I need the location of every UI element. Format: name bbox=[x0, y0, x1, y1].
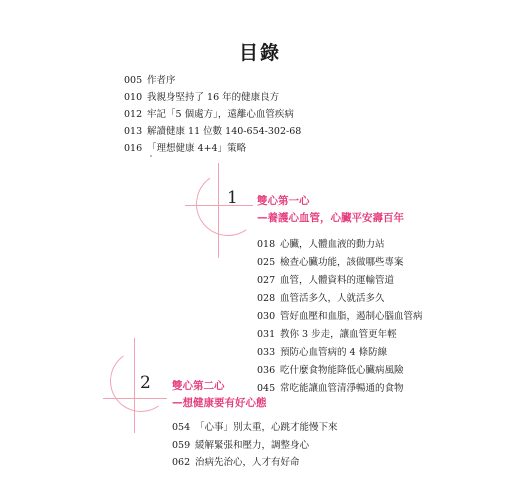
chapter-1-list bbox=[257, 236, 423, 398]
page-number: 013 bbox=[124, 126, 143, 137]
page-number: 028 bbox=[257, 293, 276, 304]
page-number: 033 bbox=[257, 347, 276, 358]
entry-title: 吃什麼食物能降低心臟病風險 bbox=[280, 365, 404, 376]
page-number: 018 bbox=[257, 239, 276, 250]
page-number: 031 bbox=[257, 329, 276, 340]
chapter-2-list bbox=[172, 419, 338, 472]
list-item[interactable] bbox=[257, 308, 423, 326]
entry-title: 常吃能讓血管清淨暢通的食物 bbox=[280, 383, 404, 394]
page-number: 059 bbox=[172, 439, 191, 451]
list-item[interactable] bbox=[172, 419, 338, 437]
entry-title: 緩解緊張和壓力，調整身心 bbox=[195, 439, 310, 451]
list-item[interactable] bbox=[257, 236, 423, 254]
page-number: 045 bbox=[257, 383, 276, 394]
entry-title: 血管活多久，人就活多久 bbox=[280, 293, 385, 304]
page-number: 030 bbox=[257, 311, 276, 322]
speck-mark bbox=[150, 155, 152, 157]
page-number: 027 bbox=[257, 275, 276, 286]
page-number: 010 bbox=[124, 92, 143, 103]
chapter-number: 2 bbox=[140, 373, 151, 393]
chapter-number: 1 bbox=[227, 188, 238, 208]
list-item[interactable] bbox=[172, 437, 338, 455]
page-title: 目錄 bbox=[238, 42, 281, 64]
entry-title: 教你 3 步走，讓血管更年輕 bbox=[280, 329, 397, 340]
intro-list bbox=[124, 72, 301, 157]
entry-title: 解讀健康 11 位數 140-654-302-68 bbox=[147, 126, 302, 137]
page-number: 025 bbox=[257, 257, 276, 268]
entry-title: 預防心血管病的 4 條防線 bbox=[280, 347, 388, 358]
list-item[interactable] bbox=[172, 454, 338, 472]
list-item[interactable] bbox=[124, 72, 301, 89]
entry-title: 血管，人體資料的運輸管道 bbox=[280, 275, 395, 286]
page-number: 036 bbox=[257, 365, 276, 376]
list-item[interactable] bbox=[124, 89, 301, 106]
list-item[interactable] bbox=[257, 254, 423, 272]
chapter-subtitle: —養護心血管，心臟平安壽百年 bbox=[257, 212, 404, 224]
entry-title: 「心事」別太重，心跳才能慢下來 bbox=[195, 422, 338, 433]
list-item[interactable] bbox=[257, 344, 423, 362]
entry-title: 作者序 bbox=[147, 75, 176, 86]
entry-title: 「理想健康 4+4」策略 bbox=[147, 143, 247, 154]
list-item[interactable] bbox=[257, 290, 423, 308]
list-item[interactable] bbox=[257, 380, 423, 398]
entry-title: 檢查心臟功能，該做哪些專案 bbox=[280, 257, 404, 268]
page-number: 062 bbox=[172, 457, 191, 468]
entry-title: 管好血壓和血脂，遏制心腦血管病 bbox=[280, 311, 423, 322]
list-item[interactable] bbox=[124, 106, 301, 123]
page-number: 054 bbox=[172, 422, 191, 433]
list-item[interactable] bbox=[257, 272, 423, 290]
chapter-title: 雙心第二心 bbox=[172, 380, 225, 392]
list-item[interactable] bbox=[124, 123, 301, 140]
entry-title: 心臟，人體血液的動力站 bbox=[280, 239, 385, 250]
entry-title: 我親身堅持了 16 年的健康良方 bbox=[147, 92, 280, 103]
page-number: 016 bbox=[124, 143, 143, 154]
page-number: 005 bbox=[124, 75, 143, 86]
page-number: 012 bbox=[124, 109, 143, 120]
chapter-subtitle: —想健康要有好心態 bbox=[172, 397, 267, 409]
entry-title: 牢記「5 個處方」，遠離心血管疾病 bbox=[147, 109, 294, 120]
chapter-title: 雙心第一心 bbox=[257, 195, 310, 207]
list-item[interactable] bbox=[257, 362, 423, 380]
list-item[interactable] bbox=[257, 326, 423, 344]
entry-title: 治病先治心，人才有好命 bbox=[195, 457, 300, 468]
